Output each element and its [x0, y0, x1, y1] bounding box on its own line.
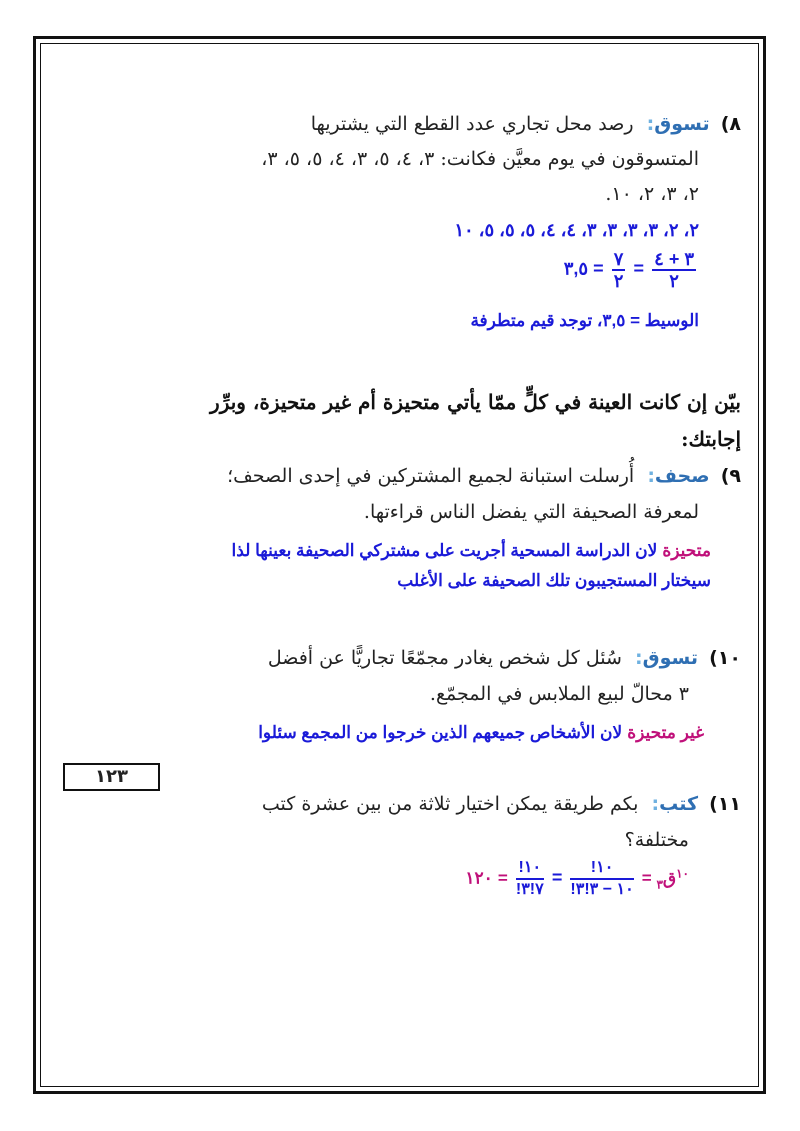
- q9-answer-label: متحيزة: [662, 541, 711, 560]
- q9-tag: صحف:: [647, 465, 710, 487]
- q10-answer-text: لان الأشخاص جميعهم الذين خرجوا من المجمع سئلوا: [258, 723, 623, 742]
- q11-fraction-1: $\frac{١٠!}{١٠ - ٣!٣!}$: [570, 859, 634, 898]
- q9-text-1: أُرسلت استبانة لجميع المشتركين في إحدى الصحف؛: [227, 465, 635, 487]
- q8-text-2: المتسوقون في يوم معيَّن فكانت: ٣، ٤، ٥، ٣، ٤، ٥، ٥، ٣،: [261, 148, 699, 170]
- q11-fraction-2: $\frac{١٠!}{٧!٣!}$: [515, 859, 544, 898]
- worksheet-page: [40, 43, 759, 1087]
- q8-text-3: ٢، ٣، ٢، ١٠.: [605, 183, 699, 205]
- q8-tag: تسوق:: [646, 113, 710, 135]
- q10-tag: تسوق:: [635, 647, 699, 669]
- equals-sign: =: [641, 868, 652, 888]
- q8-median-calc: [40, 249, 699, 291]
- q8-line3: [40, 183, 699, 205]
- q11-text-2: مختلفة؟: [624, 829, 689, 851]
- equals-sign: =: [551, 867, 563, 888]
- q11-tag: كتب:: [651, 793, 699, 815]
- q10-text-1: سُئل كل شخص يغادر مجمّعًا تجاريًّا عن أفضل: [267, 647, 622, 669]
- q8-line2: [40, 148, 699, 170]
- q9-number: ٩): [720, 465, 741, 487]
- q9-answer-text-2: سيختار المستجيبون تلك الصحيفة على الأغلب: [397, 571, 711, 590]
- q11-result: ١٢٠: [465, 868, 493, 888]
- q8-number: ٨): [720, 113, 741, 135]
- equals-sign: =: [593, 258, 604, 279]
- q8-text-1: رصد محل تجاري عدد القطع التي يشتريها: [310, 113, 634, 135]
- q9-line2: [40, 501, 699, 523]
- combination-symbol: $^{١٠}$ق$_٣$: [656, 865, 689, 891]
- equals-sign: =: [497, 868, 508, 888]
- q11-text-1: بكم طريقة يمكن اختيار ثلاثة من بين عشرة كتب: [261, 793, 639, 815]
- q9-line1: [40, 465, 741, 487]
- section-heading-text-2: إجابتك:: [681, 427, 741, 451]
- q9-answer-line2: [40, 571, 711, 591]
- q11-combination-calc: [40, 858, 689, 900]
- q10-line2: [40, 683, 689, 705]
- q9-text-2: لمعرفة الصحيفة التي يفضل الناس قراءتها.: [363, 501, 699, 523]
- q10-line1: [40, 647, 741, 669]
- q10-number: ١٠): [709, 647, 741, 669]
- q8-fraction-total: $\frac{٧}{٢}$: [613, 249, 624, 291]
- equals-sign: =: [633, 258, 645, 279]
- section-heading-line2: [40, 427, 741, 451]
- section-heading-line1: [40, 390, 741, 414]
- q10-text-2: ٣ محالّ لبيع الملابس في المجمّع.: [429, 683, 689, 705]
- section-heading-text-1: بيّن إن كانت العينة في كلٍّ ممّا يأتي متحيزة أم غير متحيزة، وبرِّر: [210, 390, 741, 414]
- q8-sorted-values: ٢، ٢، ٣، ٣، ٣، ٣، ٤، ٤، ٥، ٥، ٥، ١٠: [454, 220, 699, 240]
- page-number: ١٢٣: [95, 766, 128, 787]
- q10-answer: [40, 723, 704, 743]
- q9-answer-line1: [40, 541, 711, 561]
- q11-line2: [40, 829, 689, 851]
- q8-line1: [40, 113, 741, 135]
- q11-number: ١١): [709, 793, 741, 815]
- page-number-box: [63, 763, 160, 791]
- q9-answer-text-1: لان الدراسة المسحية أجريت على مشتركي الصحيفة بعينها لذا: [231, 541, 658, 560]
- q8-sorted-line: [40, 220, 699, 241]
- q8-median-result: ٣,٥: [563, 258, 589, 279]
- q8-answer: [40, 311, 699, 331]
- q11-line1: [40, 793, 741, 815]
- q8-fraction-sum: $\frac{٣ + ٤}{٢}$: [654, 249, 694, 291]
- q10-answer-label: غير متحيزة: [627, 723, 704, 742]
- q8-answer-text: الوسيط = ٣,٥، توجد قيم متطرفة: [470, 311, 699, 330]
